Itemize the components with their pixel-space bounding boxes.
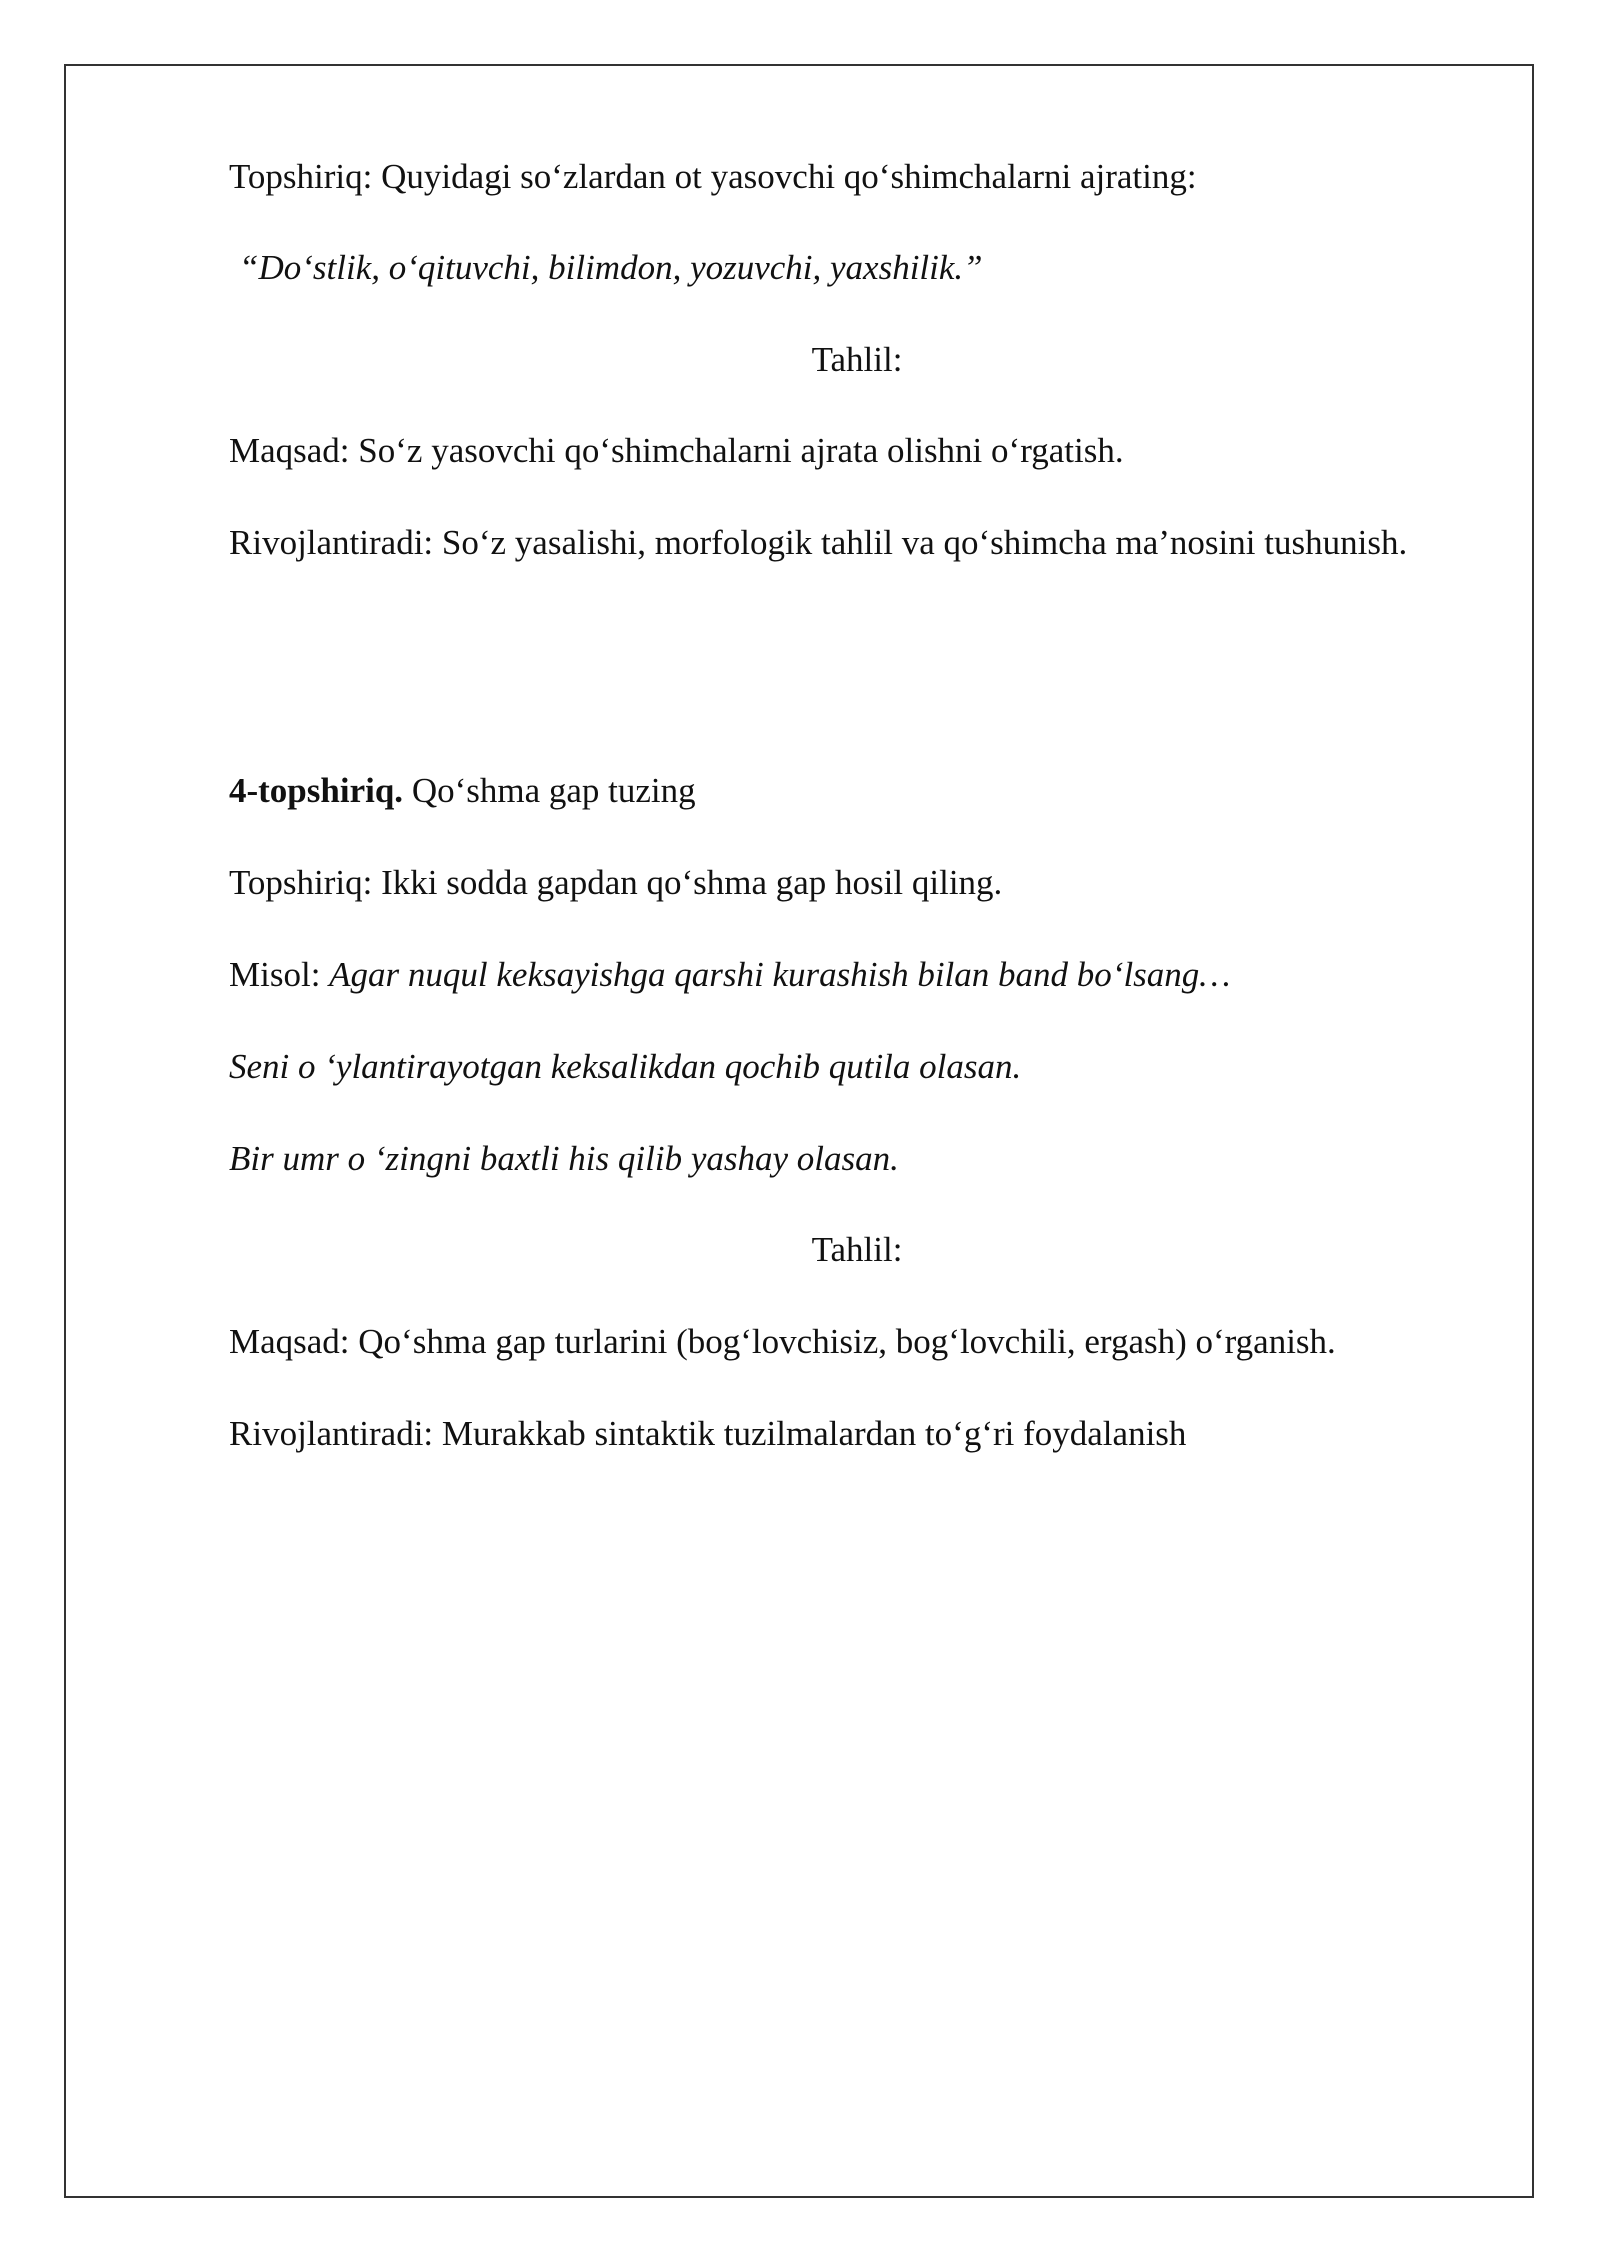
example-sentence-3: Bir umr o ‘zingni baxtli his qilib yashay olasan. xyxy=(229,1139,899,1178)
section-heading-title: Qo‘shma gap tuzing xyxy=(403,771,696,810)
section-heading-number: 4-topshiriq. xyxy=(229,771,404,810)
develops-text: Rivojlantiradi: So‘z yasalishi, morfologik tahlil va qo‘shimcha ma’nosini tushunish. xyxy=(229,523,1408,562)
example-sentence-1: Agar nuqul keksayishga qarshi kurashish bilan band bo‘lsang… xyxy=(329,955,1231,994)
section-heading xyxy=(229,759,1485,823)
analysis-heading: Tahlil: xyxy=(811,340,903,379)
example-sentence-2: Seni o ‘ylantirayotgan keksalikdan qochib qutila olasan. xyxy=(229,1047,1022,1086)
goal-text: Maqsad: Qo‘shma gap turlarini (bog‘lovchisiz, bog‘lovchili, ergash) o‘rganish. xyxy=(229,1322,1336,1361)
task-text: Topshiriq: Ikki sodda gapdan qo‘shma gap hosil qiling. xyxy=(229,863,1003,902)
develops-text: Rivojlantiradi: Murakkab sintaktik tuzilmalardan to‘g‘ri foydalanish xyxy=(229,1414,1187,1453)
analysis-heading: Tahlil: xyxy=(811,1230,903,1269)
example-line xyxy=(229,943,1485,1007)
example-label: Misol: xyxy=(229,955,330,994)
goal-text: Maqsad: So‘z yasovchi qo‘shimchalarni ajrata olishni o‘rgatish. xyxy=(229,431,1124,470)
example-words: “Do‘stlik, o‘qituvchi, bilimdon, yozuvchi, yaxshilik.” xyxy=(239,248,983,287)
task-text: Topshiriq: Quyidagi so‘zlardan ot yasovchi qo‘shimchalarni ajrating: xyxy=(229,157,1197,196)
